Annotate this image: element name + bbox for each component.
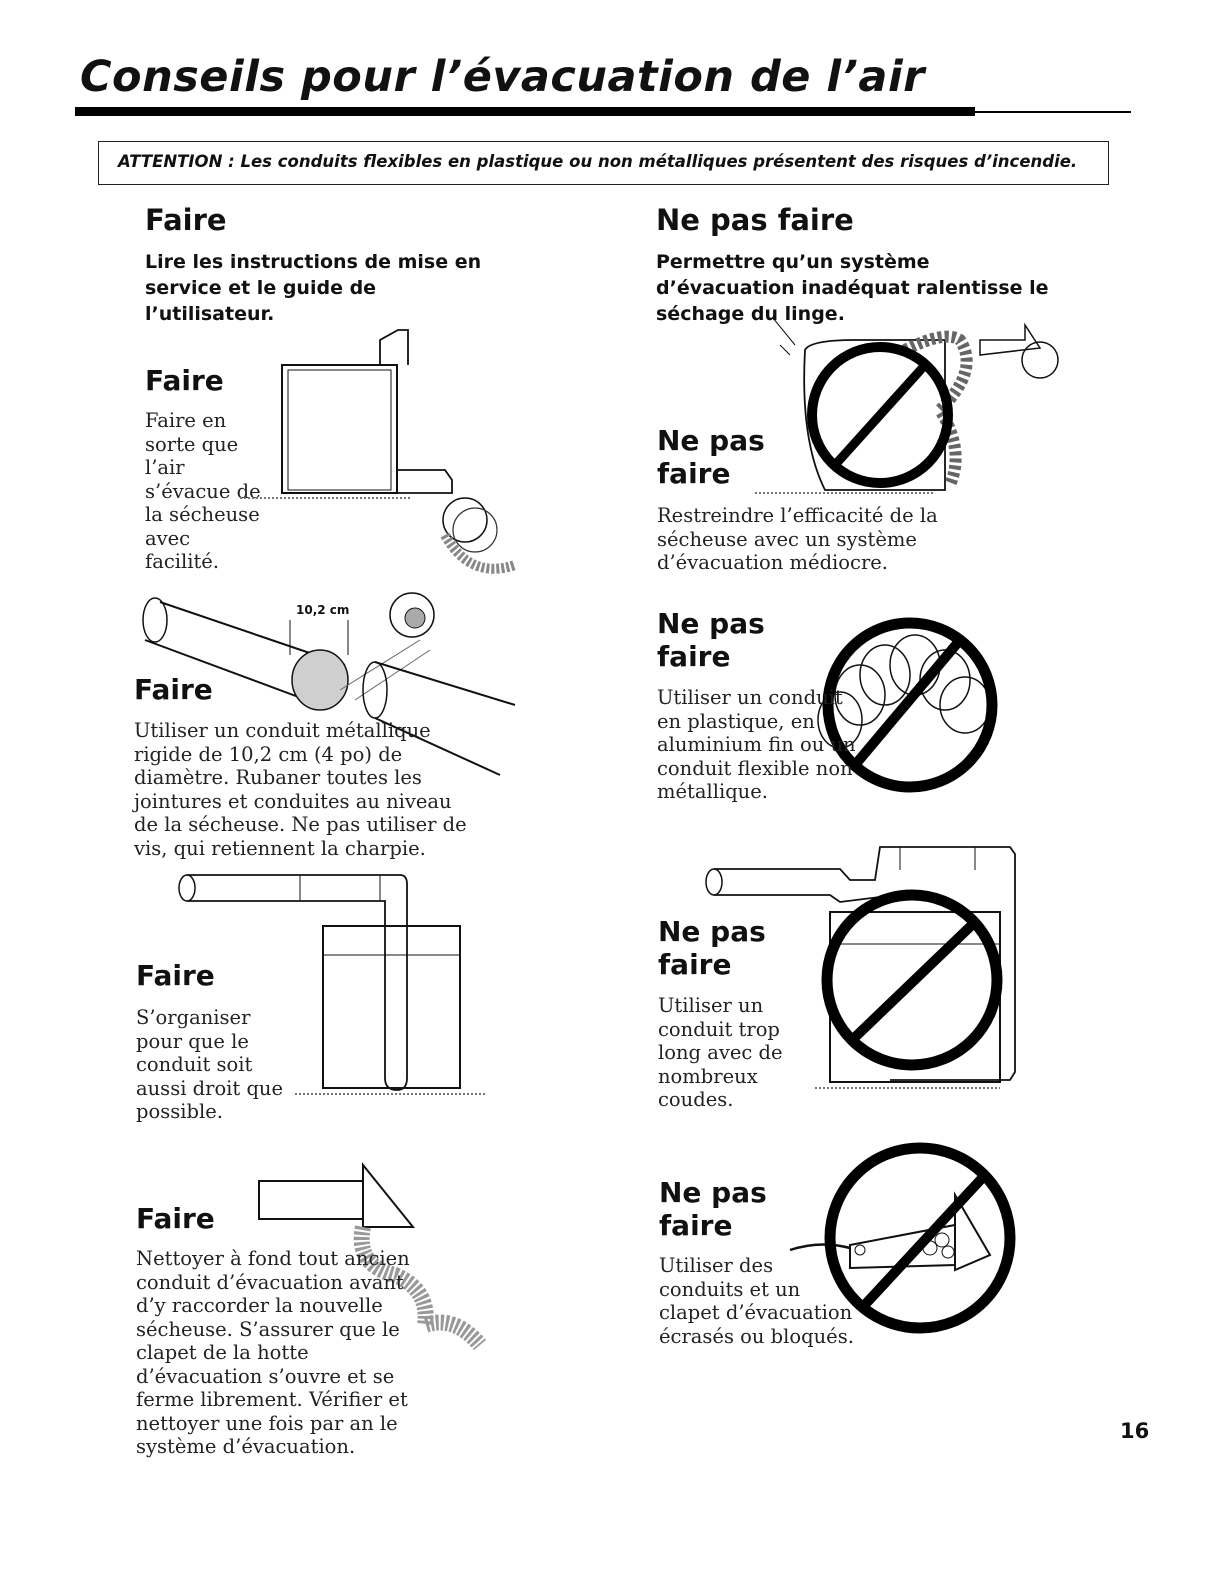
left-subheading: Lire les instructions de mise en service et le guide de l’utilisateur. <box>145 251 482 325</box>
right-item-3-heading <box>658 915 766 981</box>
duct-dimension-label: 10,2 cm <box>296 603 350 617</box>
right-item-1-heading <box>657 424 765 490</box>
title-rule-thick <box>75 107 975 116</box>
right-item-3-heading-line2: faire <box>658 948 732 981</box>
title-rule-thin <box>975 111 1131 113</box>
left-item-3-text: S’organiser pour que le conduit soit aussi droit que possible. <box>136 1006 284 1123</box>
right-subheading: Permettre qu’un système d’évacuation inadéquat ralentisse le séchage du linge. <box>656 251 1049 325</box>
right-item-2-heading-line2: faire <box>657 640 731 673</box>
page-title: Conseils pour l’évacuation de l’air <box>80 52 925 102</box>
right-heading: Ne pas faire <box>656 203 854 237</box>
left-heading: Faire <box>145 203 227 237</box>
warning-label: ATTENTION : <box>118 152 235 171</box>
right-item-2-heading <box>657 607 765 673</box>
page-number: 16 <box>1120 1419 1150 1443</box>
dryer-vent-illustration <box>230 320 530 590</box>
right-item-3-heading-line1: Ne pas <box>658 915 766 948</box>
warning-text <box>118 152 1077 171</box>
left-item-2-heading: Faire <box>134 673 213 706</box>
right-item-4-heading-line1: Ne pas <box>659 1176 767 1209</box>
left-item-1-heading: Faire <box>145 364 224 397</box>
right-item-4-text: Utiliser des conduits et un clapet d’évacuation écrasés ou bloqués. <box>659 1254 854 1348</box>
right-item-4-heading-line2: faire <box>659 1209 733 1242</box>
left-item-3-heading: Faire <box>136 959 215 992</box>
left-item-4-text: Nettoyer à fond tout ancien conduit d’évacuation avant d’y raccorder la nouvelle sécheuse. S’assurer que le clapet de la hotte d’évacuation s’ouvre et se ferme librement. Vérifier et nettoyer une fois par an le système d’évacuation. <box>136 1247 410 1458</box>
poor-exhaust-illustration <box>755 310 1065 500</box>
right-item-3-text: Utiliser un conduit trop long avec de nombreux coudes. <box>658 994 783 1111</box>
left-item-2-text: Utiliser un conduit métallique rigide de 10,2 cm (4 po) de diamètre. Rubaner toutes les jointures et conduites au niveau de la sécheuse. Ne pas utiliser de vis, qui retiennent la charpie. <box>134 719 467 860</box>
left-item-4-heading: Faire <box>136 1202 215 1235</box>
right-item-1-heading-line2: faire <box>657 457 731 490</box>
warning-message: Les conduits flexibles en plastique ou non métalliques présentent des risques d’incendie. <box>234 152 1078 171</box>
right-item-4-heading <box>659 1176 767 1242</box>
right-item-2-text: Utiliser un conduit en plastique, en aluminium fin ou un conduit flexible non métallique. <box>657 686 856 803</box>
right-item-2-heading-line1: Ne pas <box>657 607 765 640</box>
left-item-1-text: Faire en sorte que l’air s’évacue de la sécheuse avec facilité. <box>145 409 261 573</box>
right-item-1-heading-line1: Ne pas <box>657 424 765 457</box>
right-item-1-text: Restreindre l’efficacité de la sécheuse avec un système d’évacuation médiocre. <box>657 504 938 574</box>
